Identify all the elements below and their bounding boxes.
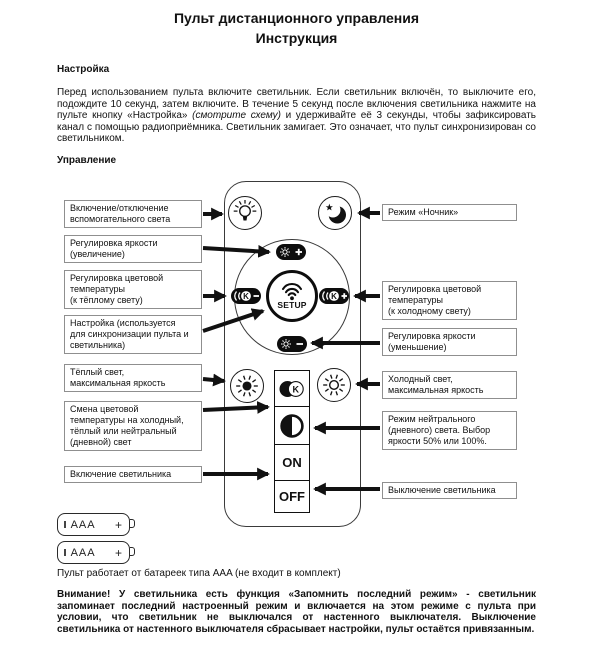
battery-note: Пульт работает от батареек типа AAA (не входит в комплект) bbox=[57, 568, 341, 579]
control-heading: Управление bbox=[57, 155, 117, 166]
battery-minus-mark bbox=[64, 521, 66, 528]
night-mode-button bbox=[318, 196, 352, 230]
sun-filled-icon bbox=[231, 369, 263, 403]
setup-heading: Настройка bbox=[57, 64, 110, 75]
battery-terminal bbox=[130, 519, 135, 528]
aaa-battery-icon bbox=[57, 513, 130, 536]
k-letter: K bbox=[331, 292, 337, 301]
label-light-off: Выключение светильника bbox=[382, 482, 517, 499]
aaa-battery-icon bbox=[57, 541, 130, 564]
warm-temp-button bbox=[231, 288, 261, 304]
on-button: ON bbox=[274, 444, 310, 482]
half-circle-icon bbox=[278, 412, 306, 440]
aux-light-button bbox=[228, 196, 262, 230]
battery-plus-mark: + bbox=[114, 545, 122, 560]
label-cool-temp: Регулировка цветовой температуры (к холодному свету) bbox=[382, 281, 517, 320]
battery-terminal bbox=[130, 547, 135, 556]
setup-text-italic: (смотрите схему) bbox=[192, 110, 281, 122]
temp-cycle-button bbox=[274, 370, 310, 408]
battery-plus-mark: + bbox=[114, 517, 122, 532]
title-line-1: Пульт дистанционного управления bbox=[173, 10, 420, 26]
battery-type-label: AAA bbox=[70, 546, 96, 559]
sun-outline-icon bbox=[318, 368, 350, 402]
sun-minus-icon bbox=[278, 337, 306, 351]
label-warm-max: Тёплый свет, максимальная яркость bbox=[64, 364, 202, 392]
label-cool-max: Холодный свет, максимальная яркость bbox=[382, 371, 517, 399]
lightbulb-rays-icon bbox=[229, 196, 261, 230]
warm-max-button bbox=[230, 369, 264, 403]
remote-button-column bbox=[274, 370, 310, 513]
label-brightness-up: Регулировка яркости (увеличение) bbox=[64, 235, 202, 263]
battery-type-label: AAA bbox=[70, 518, 96, 531]
brightness-up-button bbox=[276, 244, 306, 260]
label-brightness-down: Регулировка яркости (уменьшение) bbox=[382, 328, 517, 356]
label-light-on: Включение светильника bbox=[64, 466, 202, 483]
k-letter: K bbox=[243, 292, 249, 301]
cool-temp-button bbox=[319, 288, 349, 304]
label-temp-cycle: Смена цветовой температуры на холодный, тёплый или нейтральный (дневной) свет bbox=[64, 401, 202, 451]
setup-button-label: SETUP bbox=[277, 300, 307, 310]
k-circle-plus-icon bbox=[319, 288, 349, 304]
setup-button bbox=[266, 270, 318, 322]
cool-max-button bbox=[317, 368, 351, 402]
brightness-down-button bbox=[277, 336, 307, 352]
label-warm-temp: Регулировка цветовой температуры (к тёплому свету) bbox=[64, 270, 202, 309]
label-night-mode: Режим «Ночник» bbox=[382, 204, 517, 221]
k-letter: K bbox=[292, 384, 300, 395]
battery-minus-mark bbox=[64, 549, 66, 556]
star-crescent-icon bbox=[319, 196, 351, 230]
k-circle-minus-icon bbox=[231, 288, 261, 304]
title-line-2: Инструкция bbox=[255, 30, 338, 46]
sun-plus-icon bbox=[277, 245, 305, 259]
page-title bbox=[57, 8, 536, 48]
label-aux-light: Включение/отключение вспомогательного света bbox=[64, 200, 202, 228]
off-button: OFF bbox=[274, 480, 310, 513]
setup-text-after: и удерживайте её 3 секунды, чтобы зафиксировать канал с помощью радиоприёмника. Светильник замигает. Это означает, что пульт синхронизирован со светильником. bbox=[57, 110, 536, 145]
wifi-icon bbox=[278, 282, 306, 301]
neutral-mode-button bbox=[274, 406, 310, 445]
k-circle-icon bbox=[278, 379, 306, 399]
label-neutral-mode: Режим нейтрального (дневного) света. Выбор яркости 50% или 100%. bbox=[382, 411, 517, 450]
setup-paragraph bbox=[57, 87, 536, 145]
label-setup: Настройка (используется для синхронизации пульта и светильника) bbox=[64, 315, 202, 354]
warning-paragraph: Внимание! У светильника есть функция «Запомнить последний режим» - светильник запоминает последний настроенный режим и включается на этом режиме с пульта при условии, что светильник не выключался от настенного выключателя. Выключение светильника от настенного выключателя сбрасывает настройки, пульт остаётся привязанным. bbox=[57, 589, 536, 635]
setup-text-before: Перед использованием пульта включите светильник. Если светильник включён, то выключите его, подождите 10 секунд, затем включите. В течение 5 секунд после включения светильника нажмите на пульте кнопку «Настройка» bbox=[57, 87, 536, 122]
